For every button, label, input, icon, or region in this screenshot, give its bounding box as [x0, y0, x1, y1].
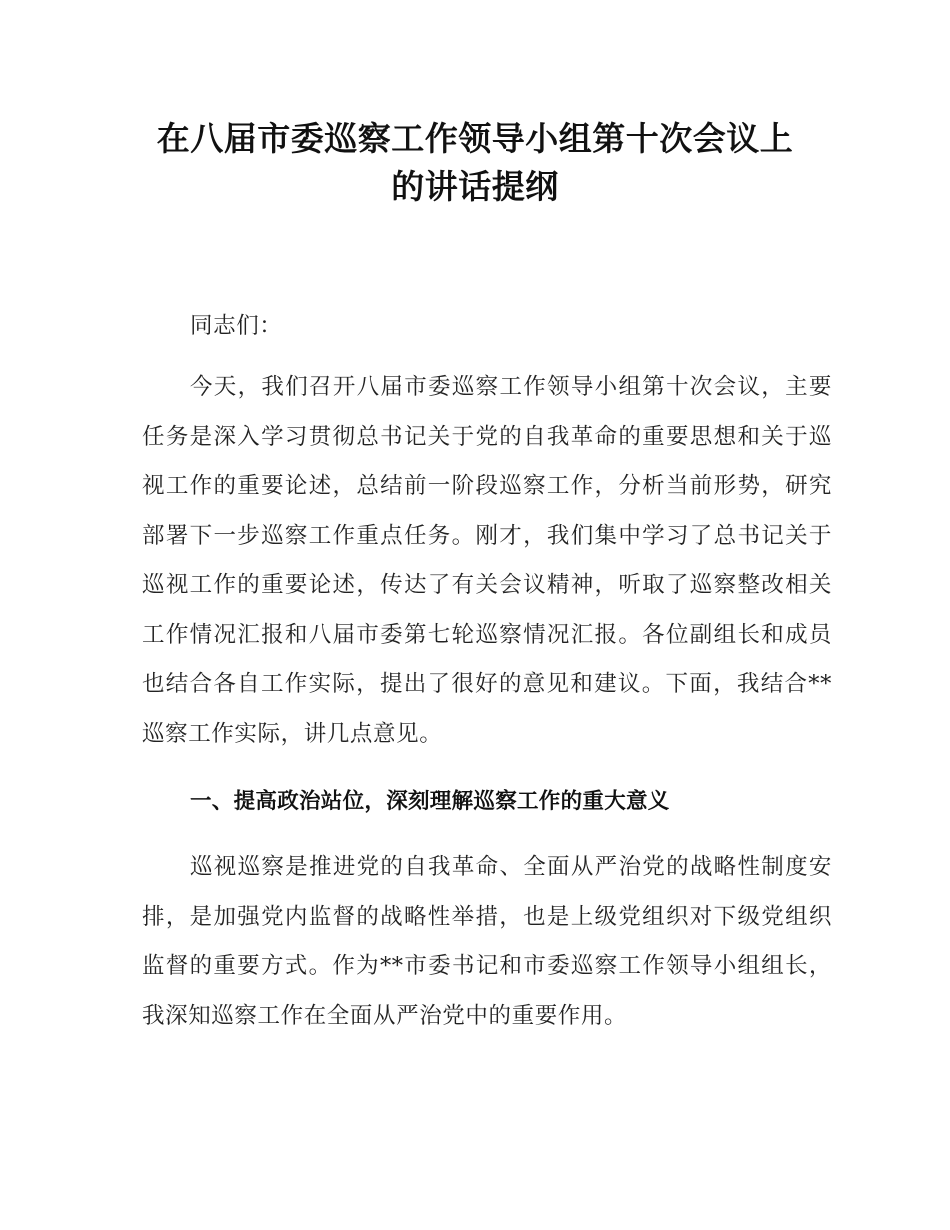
- document-title-line-2: 的讲话提纲: [391, 167, 559, 206]
- section-1-heading: 一、提高政治站位，深刻理解巡察工作的重大意义: [190, 789, 670, 814]
- section-1-paragraph: 巡视巡察是推进党的自我革命、全面从严治党的战略性制度安排，是加强党内监督的战略性举措，也是上级党组织对下级党组织监督的重要方式。作为**市委书记和市委巡察工作领导小组组长，我深知巡察工作在全面从严治党中的重要作用。: [142, 854, 832, 1029]
- document-title-line-1: 在八届市委巡察工作领导小组第十次会议上: [156, 119, 794, 158]
- salutation: 同志们：: [190, 313, 283, 339]
- opening-paragraph: 今天，我们召开八届市委巡察工作领导小组第十次会议，主要任务是深入学习贯彻总书记关于党的自我革命的重要思想和关于巡视工作的重要论述，总结前一阶段巡察工作，分析当前形势，研究部署下一步巡察工作重点任务。刚才，我们集中学习了总书记关于巡视工作的重要论述，传达了有关会议精神，听取了巡察整改相关工作情况汇报和八届市委第七轮巡察情况汇报。各位副组长和成员也结合各自工作实际，提出了很好的意见和建议。下面，我结合**巡察工作实际，讲几点意见。: [142, 374, 832, 747]
